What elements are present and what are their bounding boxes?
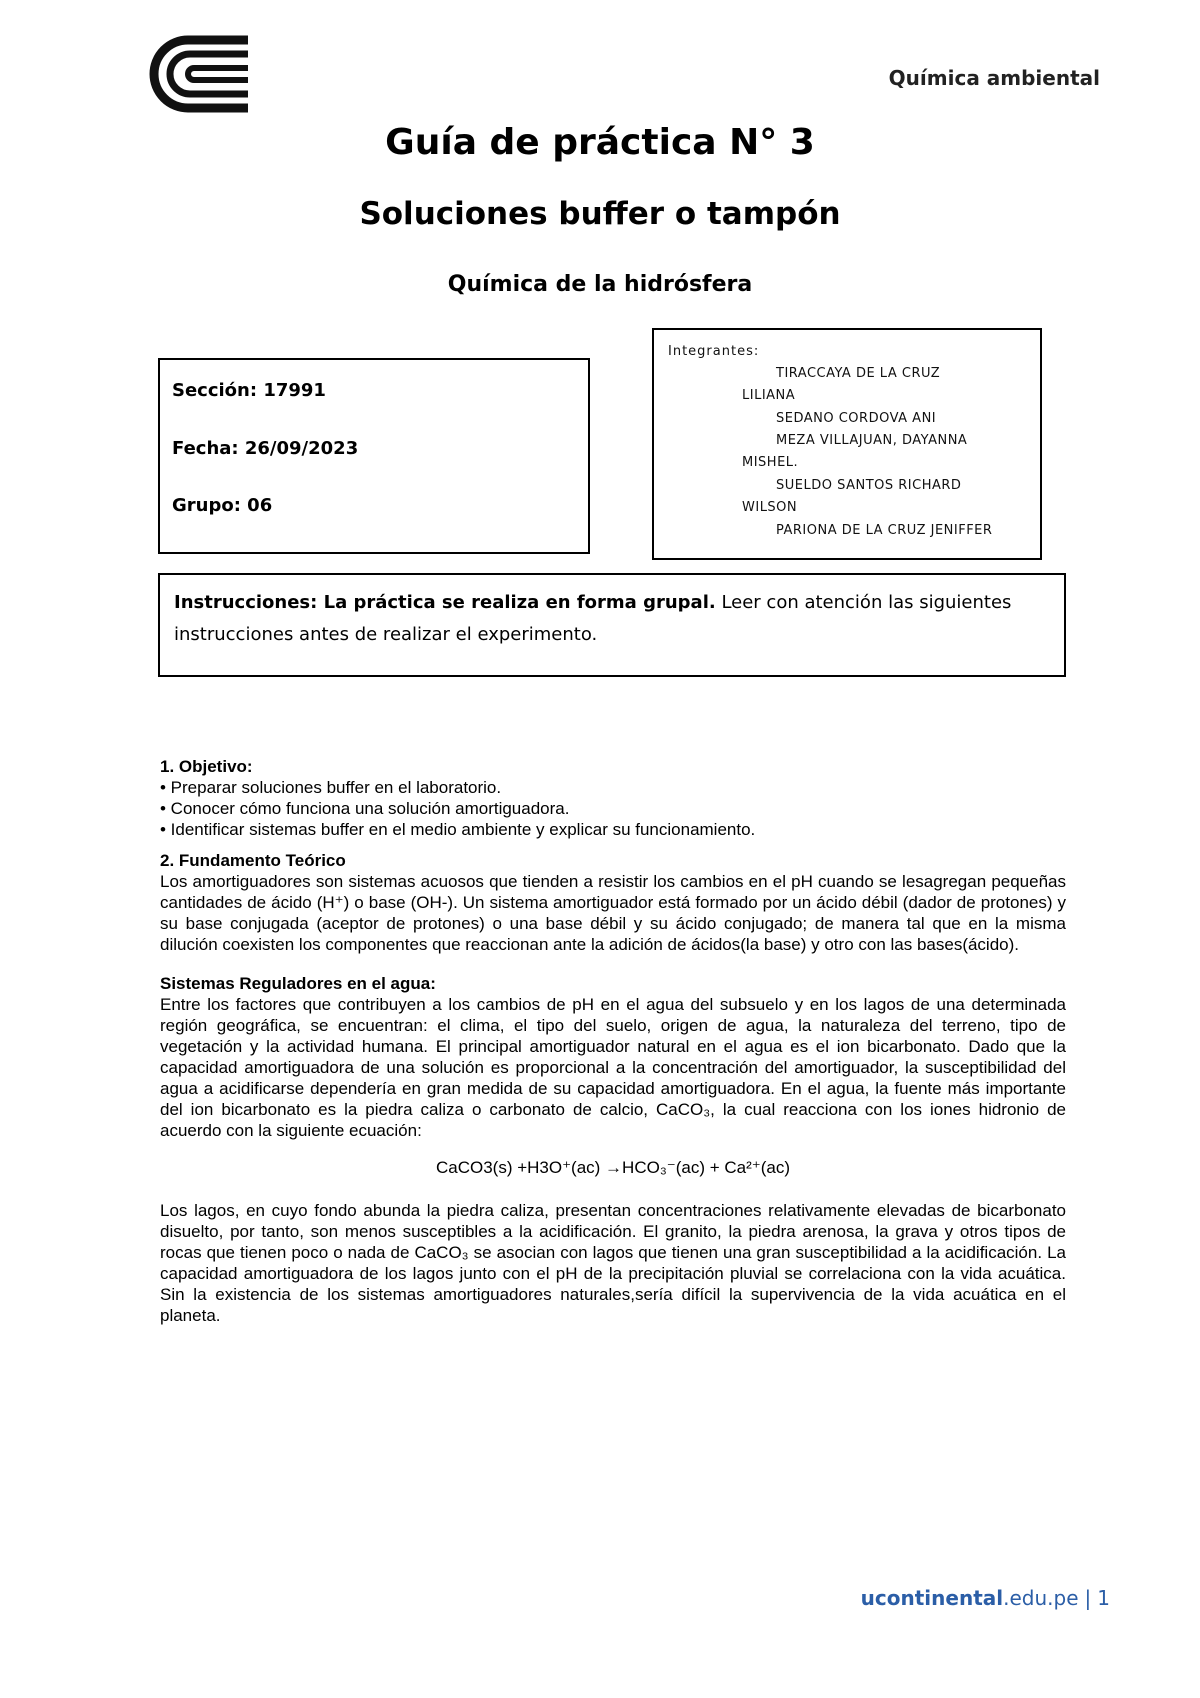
section-number: Sección: 17991 [172,380,326,401]
members-box [652,328,1042,560]
instructions-bold: Instrucciones: La práctica se realiza en forma grupal. [174,592,716,613]
theory-heading: 2. Fundamento Teórico [160,851,346,870]
university-logo [148,34,256,114]
document-body [160,756,1066,1326]
footer-domain: .edu.pe [1003,1586,1079,1610]
page-title: Guía de práctica N° 3 [385,122,815,163]
theory-paragraph: Los amortiguadores son sistemas acuosos que tienden a resistir los cambios en el pH cuando se lesagregan pequeñas cantidades de ácido (H⁺) o base (OH-). Un sistema amortiguador está formado por un ácido débil (dador de protones) y su base conjugada (aceptor de protones) o una base débil y su ácido conjugado; de manera tal que en la misma dilución coexisten los componentes que reaccionan ante la adición de ácidos(la base) y otro con las bases(ácido). [160,872,1066,954]
practice-date: Fecha: 26/09/2023 [172,438,359,459]
members-label: Integrantes: [668,344,760,359]
group-number: Grupo: 06 [172,495,273,516]
footer [861,1586,1110,1610]
chemical-equation: CaCO3(s) +H3O⁺(ac) →HCO₃⁻(ac) + Ca²⁺(ac) [435,1158,791,1177]
member-line: PARIONA DE LA CRUZ JENIFFER [776,523,993,538]
member-line: LILIANA [742,388,796,403]
member-line: TIRACCAYA DE LA CRUZ [776,366,941,381]
instructions-box [158,573,1066,677]
objective-item: • Identificar sistemas buffer en el medio ambiente y explicar su funcionamiento. [160,820,756,839]
objective-heading: 1. Objetivo: [160,757,253,776]
objective-item: • Conocer cómo funciona una solución amortiguadora. [160,799,570,818]
member-line: WILSON [742,500,798,515]
member-line: MEZA VILLAJUAN, DAYANNA [776,433,968,448]
course-name: Química ambiental [888,66,1100,90]
page-number: 1 [1097,1586,1110,1610]
footer-brand: ucontinental [860,1586,1004,1610]
footer-separator: | [1084,1586,1092,1610]
instructions-text: Leer con atención las siguientes instrucciones antes de realizar el experimento. [174,592,1012,645]
water-paragraph: Entre los factores que contribuyen a los cambios de pH en el agua del subsuelo y en los lagos de una determinada región geográfica, se encuentran: el clima, el tipo del suelo, origen de agua, la naturaleza del terreno, tipo de vegetación y la actividad humana. El principal amortiguador natural en el agua es el ion bicarbonato. Dado que la capacidad amortiguadora de una solución es proporcional a la concentración del amortiguador, la susceptibilidad del agua a acidificarse dependería en gran medida de su capacidad amortiguadora. En el agua, la fuente más importante del ion bicarbonato es la piedra caliza o carbonato de calcio, CaCO₃, la cual reacciona con los iones hidronio de acuerdo con la siguiente ecuación: [160,995,1066,1140]
objective-item: • Preparar soluciones buffer en el laboratorio. [160,778,502,797]
member-line: SUELDO SANTOS RICHARD [776,478,962,493]
section-info-box [158,358,590,554]
page-subtitle: Soluciones buffer o tampón [359,196,841,232]
member-line: MISHEL. [742,455,799,470]
lakes-paragraph: Los lagos, en cuyo fondo abunda la piedra caliza, presentan concentraciones relativamente elevadas de bicarbonato disuelto, por tanto, son menos susceptibles a la acidificación. El granito, la piedra arenosa, la grava y otros tipos de rocas que tienen poco o nada de CaCO₃ se asocian con lagos que tienen una gran susceptibilidad a la acidificación. La capacidad amortiguadora de los lagos junto con el pH de la precipitación pluvial se correlaciona con la vida acuática. Sin la existencia de los sistemas amortiguadores naturales,sería difícil la supervivencia de la vida acuática en el planeta. [160,1201,1066,1325]
member-line: SEDANO CORDOVA ANI [776,411,937,426]
topic-title: Química de la hidrósfera [447,272,753,297]
water-heading: Sistemas Reguladores en el agua: [160,974,436,993]
